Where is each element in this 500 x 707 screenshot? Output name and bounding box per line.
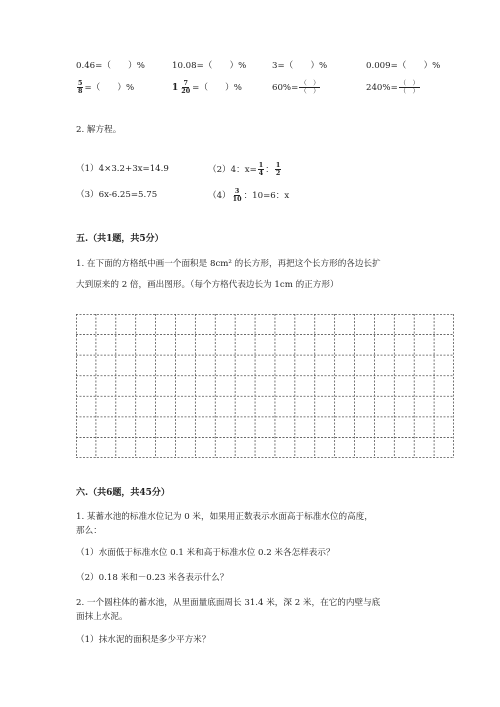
conversion-7: 60%= $\frac{( )}{( )}$ [272, 79, 320, 95]
section-5-title: 五.（共1题，共5分） [76, 234, 164, 244]
mixed-number: 1 $\frac{7}{20}$ [172, 79, 191, 95]
conversion-4: 0.009=（ ）% [366, 61, 441, 71]
section-6-question-1-sub-1: （1）水面低于标准水位 0.1 米和高于标准水位 0.2 米各怎样表示？ [76, 548, 335, 558]
section-6-title: 六.（共6题，共45分） [76, 488, 170, 498]
section-6-question-1-line-2: 那么： [76, 526, 102, 536]
section-5-question-line-1: 1. 在下面的方格纸中画一个面积是 8cm² 的长方形，再把这个长方形的各边长扩 [76, 259, 381, 269]
fraction: $\frac{5}{8}$ [78, 79, 83, 95]
conversion-2: 10.08=（ ）% [172, 61, 247, 71]
square-grid[interactable] [76, 314, 454, 458]
blank-fraction: $\frac{( )}{( )}$ [399, 79, 419, 95]
question-2-title: 2. 解方程。 [76, 125, 122, 135]
section-6-question-1-line-1: 1. 某蓄水池的标准水位记为 0 米，如果用正数表示水面高于标准水位的高度， [76, 512, 373, 522]
section-6-question-2-line-2: 面抹上水泥。 [76, 612, 128, 622]
equation-1: （1）4×3.2+3x=14.9 [76, 164, 169, 174]
section-6-question-1-sub-2: （2）0.18 米和－0.23 米各表示什么？ [76, 573, 229, 583]
conversion-3: 3=（ ）% [272, 61, 328, 71]
conversion-5: $\frac{5}{8}$ =（ ）% [78, 79, 135, 95]
conversion-6: 1 $\frac{7}{20}$ =（ ）% [172, 79, 242, 95]
blank-fraction: $\frac{( )}{( )}$ [300, 79, 320, 95]
section-6-question-2-line-1: 2. 一个圆柱体的蓄水池，从里面量底面周长 31.4 米，深 2 米，在它的内壁与底 [76, 598, 381, 608]
equation-3: （3）6x-6.25=5.75 [76, 190, 158, 200]
conversion-1: 0.46=（ ）% [76, 61, 145, 71]
section-6-question-2-sub-1: （1）抹水泥的面积是多少平方米？ [76, 635, 211, 645]
equation-4: （4） $\frac{3}{10}$ ：10=6：x [208, 187, 290, 203]
conversion-8: 240%= $\frac{( )}{( )}$ [366, 79, 419, 95]
section-5-question-line-2: 大到原来的 2 倍，画出图形。（每个方格代表边长为 1cm 的正方形） [76, 280, 339, 290]
equation-2: （2）4：x= $\frac{1}{4}$ ： $\frac{1}{2}$ [208, 161, 281, 177]
